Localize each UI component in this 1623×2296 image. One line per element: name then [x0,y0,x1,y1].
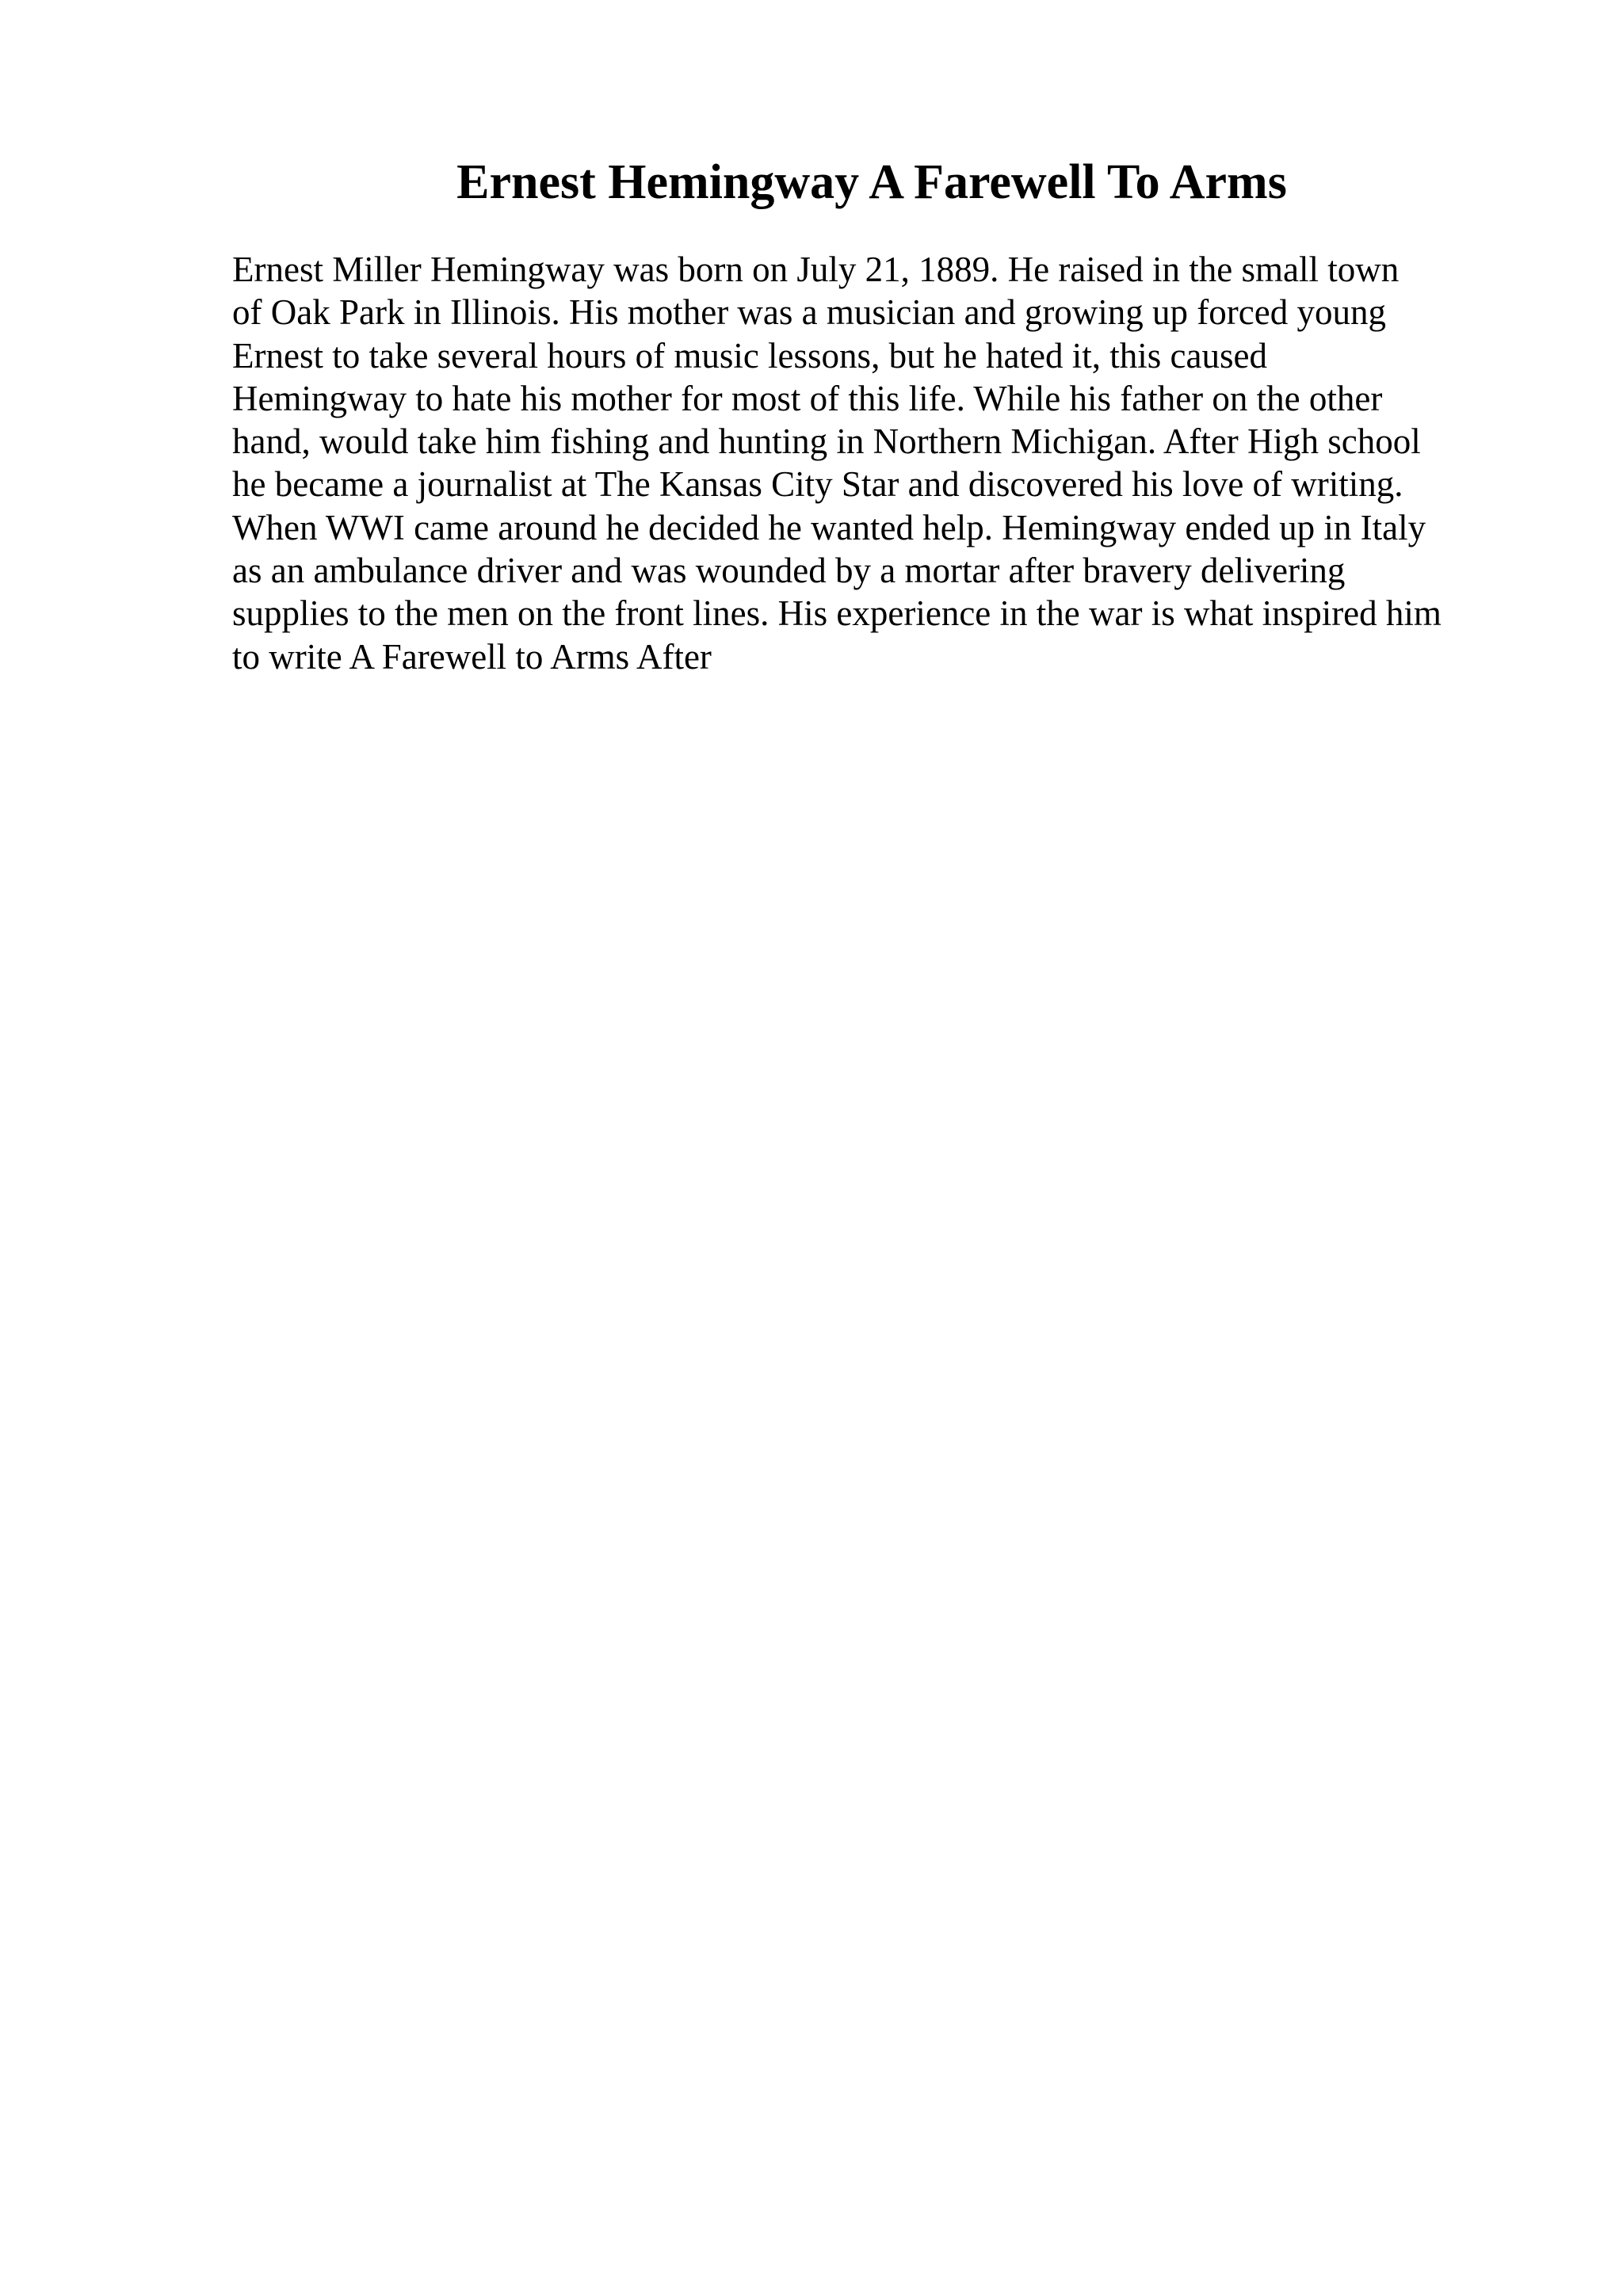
paragraph-line: hand, would take him fishing and hunting in Northern Michigan. After High school [232,421,1421,462]
paragraph-line: to write A Farewell to Arms After [232,636,712,677]
page-title: Ernest Hemingway A Farewell To Arms [456,155,1287,209]
paragraph-line: Ernest Miller Hemingway was born on July 21, 1889. He raised in the small town [232,250,1400,289]
body-paragraph [232,248,1516,678]
paragraph-line: When WWI came around he decided he wanted help. Hemingway ended up in Italy [232,507,1426,547]
paragraph-line: of Oak Park in Illinois. His mother was a musician and growing up forced young [232,292,1386,333]
paragraph-line: as an ambulance driver and was wounded by a mortar after bravery delivering [232,551,1346,591]
paragraph-line: Hemingway to hate his mother for most of this life. While his father on the other [232,378,1383,418]
paragraph-line: supplies to the men on the front lines. His experience in the war is what inspired him [232,593,1442,634]
paragraph-line: he became a journalist at The Kansas City Star and discovered his love of writing. [232,464,1403,505]
paragraph-line: Ernest to take several hours of music lessons, but he hated it, this caused [232,335,1267,376]
